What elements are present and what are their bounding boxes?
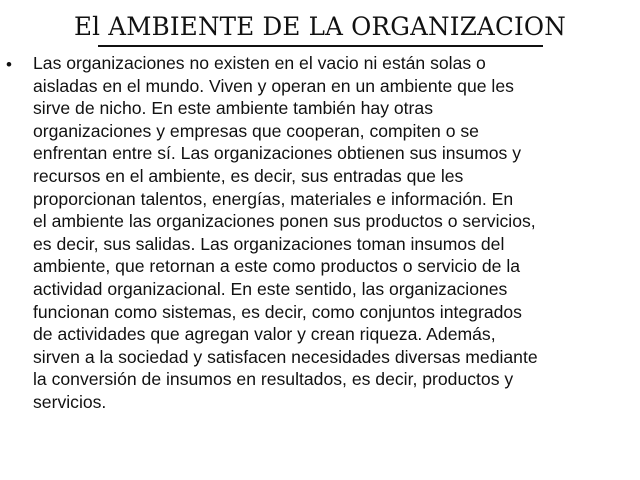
paragraph-line: aisladas en el mundo. Viven y operan en un ambiente que les [33,75,514,96]
paragraph-line: sirven a la sociedad y satisfacen necesidades diversas mediante [33,346,538,367]
paragraph-line: funcionan como sistemas, es decir, como conjuntos integrados [33,301,522,322]
paragraph-line: actividad organizacional. En este sentido, las organizaciones [33,278,508,299]
slide-title: El AMBIENTE DE LA ORGANIZACION [73,12,567,41]
paragraph-line: es decir, sus salidas. Las organizaciones toman insumos del [33,233,505,254]
paragraph-line: de actividades que agregan valor y crean riqueza. Además, [33,324,496,345]
paragraph-line: sirve de nicho. En este ambiente también hay otras [33,98,433,119]
paragraph-line: recursos en el ambiente, es decir, sus entradas que les [33,165,464,186]
title-underline [98,45,543,47]
paragraph-line: Las organizaciones no existen en el vacio ni están solas o [33,53,486,73]
body-paragraph [33,52,637,414]
paragraph-line: enfrentan entre sí. Las organizaciones obtienen sus insumos y [33,143,522,164]
bullet-marker: • [6,55,12,74]
paragraph-line: organizaciones y empresas que cooperan, compiten o se [33,120,479,141]
paragraph-line: servicios. [33,391,107,412]
paragraph-line: ambiente, que retornan a este como productos o servicio de la [33,256,521,277]
paragraph-line: el ambiente las organizaciones ponen sus productos o servicios, [33,211,536,232]
paragraph-line: la conversión de insumos en resultados, es decir, productos y [33,369,514,390]
paragraph-line: proporcionan talentos, energías, materiales e información. En [33,188,514,209]
